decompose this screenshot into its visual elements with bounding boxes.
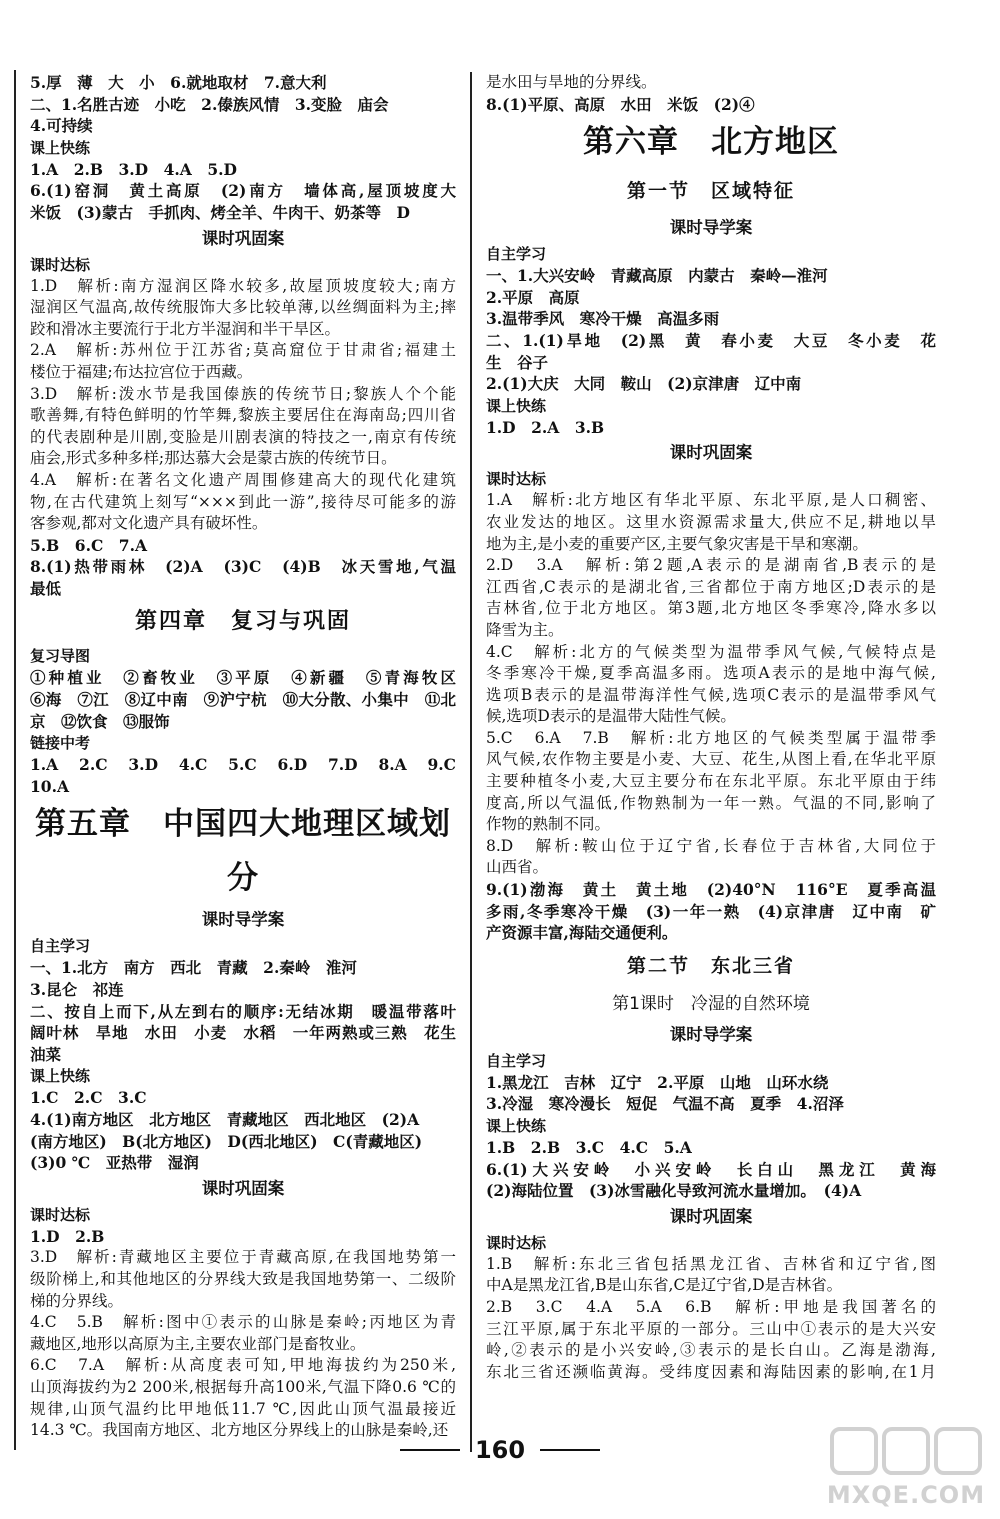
right-part-heading: 课时导学案 [669, 218, 753, 238]
right-text-line: 地为主,是小麦的重要产区,主要气象灾害是干旱和寒潮。 [486, 534, 868, 553]
left-text-line: 一、1.北方 南方 西北 青藏 2.秦岭 淮河 [30, 958, 357, 978]
right-text-line: 风气候,农作物主要是小麦、大豆、花生,从图上看,在华北平原 [486, 750, 936, 769]
right-text-line: 1.黑龙江 吉林 辽宁 2.平原 山地 山环水绕 [486, 1072, 829, 1092]
right-subheading: 自主学习 [486, 1051, 547, 1070]
watermark-text: MXQE.COM [826, 1481, 986, 1509]
left-text-line: 歌善舞,有特色鲜明的竹竿舞,黎族主要居住在海南岛;四川省 [30, 406, 456, 425]
left-text-line: 米饭 (3)蒙古 手抓肉、烤全羊、牛肉干、奶茶等 D [30, 202, 410, 222]
left-text-line: 4.A 解析:在著名文化遗产周围修建高大的现代化建筑 [30, 470, 456, 489]
right-text-line: 2.(1)大庆 大同 鞍山 (2)京津唐 辽中南 [486, 374, 802, 394]
right-part-heading: 课时导学案 [669, 1024, 753, 1044]
right-text-line: 1.A 解析:北方地区有华北平原、东北平原,是人口稠密、 [486, 491, 936, 510]
left-subheading: 课上快练 [30, 138, 91, 157]
left-text-line: 6.(1)窑洞 黄土高原 (2)南方 墙体高,屋顶坡度大 [30, 181, 456, 201]
footer-dash-right [540, 1449, 600, 1451]
left-text-line: 5.厚 薄 大 小 6.就地取材 7.意大利 [30, 73, 327, 92]
right-column [486, 72, 936, 1383]
right-text-line: 农业发达的地区。这里水资源需求量大,供应不足,耕地以旱 [486, 512, 936, 531]
left-margin-rule [14, 70, 16, 1450]
column-divider [470, 72, 472, 1452]
right-text-line: 岭,②表示的是小兴安岭,③表示的是长白山。乙海是渤海, [486, 1341, 936, 1360]
left-subheading: 复习导图 [30, 647, 91, 666]
right-text-line: 候,选项D表示的是温带大陆性气候。 [486, 707, 736, 726]
right-subheading: 课时达标 [486, 470, 547, 489]
left-text-line: 1.A 2.B 3.D 4.A 5.D [30, 159, 237, 179]
right-text-line: 江西省,C表示的是湖北省,三省都位于南方地区;D表示的是 [486, 577, 936, 596]
left-chapter-title: 第五章 中国四大地理区域划分 [35, 806, 451, 897]
left-chapter-title: 第四章 复习与巩固 [134, 609, 351, 635]
left-subheading: 自主学习 [30, 937, 91, 956]
right-text-line: 5.C 6.A 7.B 解析:北方地区的气候类型属于温带季 [486, 728, 936, 747]
right-part-heading: 课时巩固案 [669, 1206, 753, 1226]
left-text-line: 跤和滑冰主要流行于北方半湿润和半干旱区。 [30, 319, 341, 338]
left-text-line: 4.C 5.B 解析:图中①表示的山脉是秦岭;丙地区为青 [30, 1313, 456, 1332]
left-part-heading: 课时导学案 [201, 910, 285, 930]
right-text-line: 三江平原,属于东北平原的一部分。三山中①表示的是大兴安 [486, 1319, 936, 1338]
right-text-line: 产资源丰富,海陆交通便利。 [486, 923, 678, 943]
left-text-line: 山顶海拔约为2 200米,根据每升高100米,气温下降0.6 ℃的 [30, 1377, 456, 1396]
right-part-heading: 课时巩固案 [669, 443, 753, 463]
right-text-line: 度高,所以气温低,作物熟制为一年一熟。气温的不同,影响了 [486, 793, 936, 812]
left-text-line: 客参观,都对文化遗产具有破坏性。 [30, 514, 268, 533]
left-text-line: 1.C 2.C 3.C [30, 1088, 147, 1108]
left-text-line: 的代表剧种是川剧,变脸是川剧表演的特技之一,南京有传统 [30, 427, 456, 446]
right-text-line: 东北三省还濒临黄海。受纬度因素和海陆因素的影响,在1月 [486, 1362, 936, 1381]
left-subheading: 课时达标 [30, 1205, 91, 1224]
right-text-line: 9.(1)渤海 黄土 黄土地 (2)40°N 116°E 夏季高温 [486, 880, 936, 900]
left-text-line: 4.可持续 [30, 116, 93, 136]
right-text-line: 山西省。 [486, 858, 549, 877]
left-subheading: 课上快练 [30, 1067, 91, 1086]
right-chapter-title: 第六章 北方地区 [583, 124, 839, 161]
right-subheading: 课时达标 [486, 1233, 547, 1252]
left-text-line: 5.B 6.C 7.A [30, 535, 148, 555]
page-number: 160 [474, 1436, 526, 1464]
left-text-line: 3.D 解析:青藏地区主要位于青藏高原,在我国地势第一 [30, 1248, 456, 1267]
left-text-line: 湿润区气温高,故传统服饰大多比较单薄,以丝绸面料为主;摔 [30, 298, 456, 317]
left-text-line: 4.(1)南方地区 北方地区 青藏地区 西北地区 (2)A [30, 1110, 420, 1129]
right-text-line: 1.B 解析:东北三省包括黑龙江省、吉林省和辽宁省,图 [486, 1254, 936, 1273]
left-text-line: 藏地区,地形以高原为主,主要农业部门是畜牧业。 [30, 1334, 366, 1353]
left-text-line: ⑥海 ⑦江 ⑧辽中南 ⑨沪宁杭 ⑩大分散、小集中 ⑪北 [30, 690, 456, 710]
left-text-line: 庙会,形式多种多样;那达慕大会是蒙古族的传统节日。 [30, 449, 397, 468]
right-text-line: 8.(1)平原、高原 水田 米饭 (2)④ [486, 94, 755, 114]
left-text-line: 10.A [30, 776, 69, 796]
right-text-line: 二、1.(1)旱地 (2)黑 黄 春小麦 大豆 冬小麦 花 [486, 330, 936, 350]
left-text-line: 级阶梯上,和其他地区的分界线大致是我国地势第一、二级阶 [30, 1269, 456, 1288]
right-text-line: 吉林省,位于北方地区。第3题,北方地区冬季寒冷,降水多以 [486, 599, 936, 618]
left-text-line: 油菜 [30, 1044, 62, 1064]
left-text-line: 最低 [30, 578, 62, 598]
left-part-heading: 课时巩固案 [201, 1178, 285, 1198]
right-text-line: 3.冷湿 寒冷漫长 短促 气温不高 夏季 4.沼泽 [486, 1094, 844, 1114]
left-part-heading: 课时巩固案 [201, 228, 285, 248]
left-text-line: (南方地区) B(北方地区) D(西北地区) C(青藏地区) [30, 1131, 423, 1151]
right-text-line: 一、1.大兴安岭 青藏高原 内蒙古 秦岭—淮河 [486, 266, 828, 286]
left-text-line: 8.(1)热带雨林 (2)A (3)C (4)B 冰天雪地,气温 [30, 557, 456, 577]
right-text-line: 生 谷子 [486, 352, 549, 372]
left-text-line: 14.3 ℃。我国南方地区、北方地区分界线上的山脉是秦岭,还 [30, 1421, 449, 1440]
right-text-line: 作物的熟制不同。 [486, 815, 611, 834]
right-text-line: 2.平原 高原 [486, 287, 580, 307]
right-text-line: 是水田与旱地的分界线。 [486, 73, 657, 91]
right-text-line: 8.D 解析:鞍山位于辽宁省,长春位于吉林省,大同位于 [486, 836, 936, 855]
right-lesson-title: 第1课时 冷湿的自然环境 [612, 993, 810, 1014]
right-text-line: 4.C 解析:北方的气候类型为温带季风气候,气候特点是 [486, 642, 936, 661]
left-text-line: ①种植业 ②畜牧业 ③平原 ④新疆 ⑤青海牧区 [30, 668, 456, 688]
right-text-line: 多雨,冬季寒冷干燥 (3)一年一熟 (4)京津唐 辽中南 矿 [486, 901, 936, 921]
right-text-line: 6.(1)大兴安岭 小兴安岭 长白山 黑龙江 黄海 [486, 1159, 936, 1179]
left-subheading: 课时达标 [30, 255, 91, 274]
left-text-line: 梯的分界线。 [30, 1291, 124, 1310]
right-text-line: 1.D 2.A 3.B [486, 417, 605, 437]
left-text-line: 3.D 解析:泼水节是我国傣族的传统节日;黎族人个个能 [30, 384, 456, 403]
right-text-line: 降雪为主。 [486, 620, 564, 639]
right-section-title: 第一节 区域特征 [626, 180, 795, 203]
left-text-line: 2.A 解析:苏州位于江苏省;莫高窟位于甘肃省;福建土 [30, 341, 456, 360]
left-text-line: 二、按自上而下,从左到右的顺序:无结冰期 暖温带落叶 [30, 1001, 456, 1021]
left-text-line: 楼位于福建;布达拉宫位于西藏。 [30, 362, 253, 381]
watermark-icon [826, 1423, 986, 1483]
left-subheading: 链接中考 [30, 734, 91, 753]
right-subheading: 自主学习 [486, 245, 547, 264]
right-text-line: 选项B表示的是温带海洋性气候,选项C表示的是温带季风气 [486, 685, 936, 704]
left-text-line: (3)0 ℃ 亚热带 湿润 [30, 1153, 199, 1173]
left-column [30, 72, 456, 1442]
right-subheading: 课上快练 [486, 396, 547, 415]
left-text-line: 6.C 7.A 解析:从高度表可知,甲地海拔约为250米, [30, 1356, 456, 1375]
right-text-line: 主要种植冬小麦,大豆主要分布在东北平原。东北平原由于纬 [486, 772, 936, 791]
watermark-logo [826, 1423, 986, 1509]
left-text-line: 规律,山顶气温约比甲地低11.7 ℃,因此山顶气温最接近 [30, 1399, 456, 1418]
footer-dash-left [400, 1449, 460, 1451]
left-text-line: 二、1.名胜古迹 小吃 2.傣族风情 3.变脸 庙会 [30, 94, 389, 114]
left-text-line: 京 ⑫饮食 ⑬服饰 [30, 711, 170, 731]
left-text-line: 物,在古代建筑上刻写“×××到此一游”,接待尽可能多的游 [30, 492, 456, 511]
right-text-line: (2)海陆位置 (3)冰雪融化导致河流水量增加。 (4)A [486, 1181, 862, 1201]
right-text-line: 冬季寒冷干燥,夏季高温多雨。选项A表示的是地中海气候, [486, 664, 936, 683]
right-text-line: 2.B 3.C 4.A 5.A 6.B 解析:甲地是我国著名的 [486, 1297, 936, 1316]
left-text-line: 阔叶林 旱地 水田 小麦 水稻 一年两熟或三熟 花生 [30, 1023, 456, 1043]
right-text-line: 3.温带季风 寒冷干燥 高温多雨 [486, 309, 720, 329]
left-text-line: 1.D 解析:南方湿润区降水较多,故屋顶坡度较大;南方 [30, 276, 456, 295]
left-text-line: 3.昆仑 祁连 [30, 980, 124, 1000]
right-subheading: 课上快练 [486, 1117, 547, 1135]
left-text-line: 1.A 2.C 3.D 4.C 5.C 6.D 7.D 8.A 9.C [30, 755, 456, 775]
right-text-line: 2.D 3.A 解析:第2题,A表示的是湖南省,B表示的是 [486, 556, 936, 575]
right-text-line: 中A是黑龙江省,B是山东省,C是辽宁省,D是吉林省。 [486, 1276, 843, 1295]
right-text-line: 1.B 2.B 3.C 4.C 5.A [486, 1138, 692, 1157]
left-text-line: 1.D 2.B [30, 1226, 105, 1246]
right-section-title: 第二节 东北三省 [626, 954, 795, 977]
